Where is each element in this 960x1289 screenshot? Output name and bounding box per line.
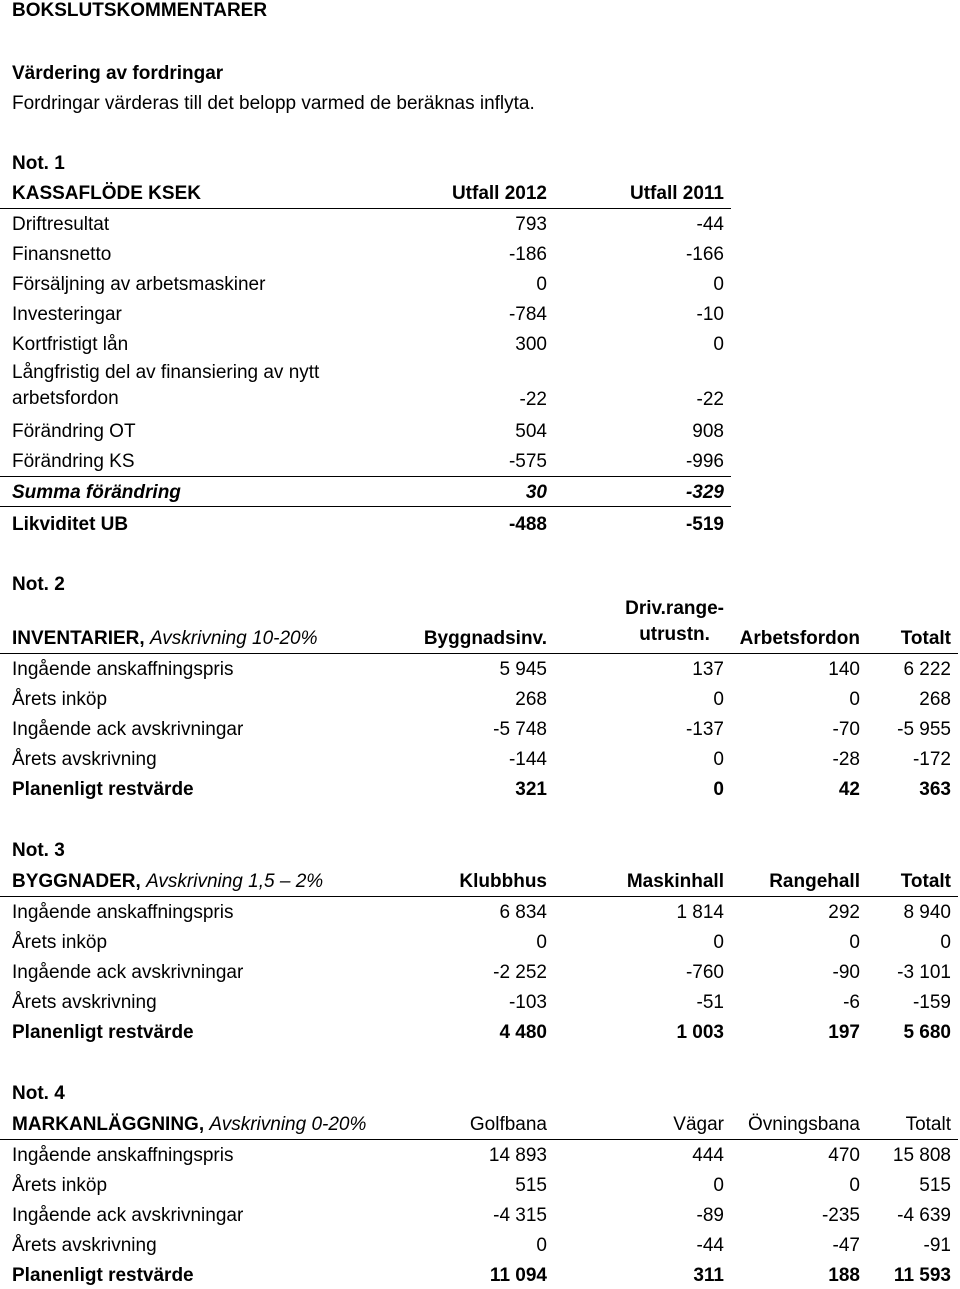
cell-value: -103 — [508, 992, 547, 1013]
note3-title: BYGGNADER, — [12, 871, 141, 892]
note1-table-title: KASSAFLÖDE KSEK — [12, 183, 201, 204]
cell-value: 292 — [828, 902, 860, 923]
note2-header-row — [0, 622, 960, 652]
cell-value: 0 — [940, 932, 951, 953]
row-label: Årets inköp — [12, 932, 108, 953]
table-row — [0, 328, 960, 358]
summa-label: Summa förändring — [12, 482, 181, 503]
note3-col3-header: Rangehall — [769, 871, 860, 892]
note3-subtitle: Avskrivning 1,5 – 2% — [146, 871, 324, 892]
note4-col1-header: Golfbana — [469, 1114, 547, 1135]
note2-table-title — [12, 628, 318, 650]
note4-label: Not. 4 — [12, 1083, 65, 1104]
cell-value: 0 — [536, 274, 547, 295]
row-label: Årets inköp — [12, 689, 108, 710]
note2-subtitle: Avskrivning 10-20% — [149, 628, 318, 649]
table-row — [0, 926, 960, 956]
note1-col1-header: Utfall 2012 — [451, 183, 547, 204]
cell-value: 0 — [536, 932, 547, 953]
cell-value: 268 — [919, 689, 951, 710]
cell-value: -44 — [696, 214, 724, 235]
cell-value: 0 — [713, 274, 724, 295]
cell-value: 0 — [536, 1235, 547, 1256]
cell-value: 11 094 — [489, 1265, 547, 1286]
table-row — [0, 683, 960, 713]
cell-value: 0 — [713, 932, 724, 953]
cell-value: -89 — [696, 1205, 724, 1226]
cell-value: -10 — [696, 304, 724, 325]
valuation-text: Fordringar värderas till det belopp varmed de beräknas inflyta. — [12, 93, 535, 114]
summa-row — [0, 476, 960, 506]
cell-value: 15 808 — [892, 1145, 951, 1166]
row-label: Planenligt restvärde — [12, 779, 194, 800]
cell-value: 0 — [713, 334, 724, 355]
cell-value: 6 222 — [903, 659, 951, 680]
cell-value: 5 680 — [903, 1022, 951, 1043]
cell-value: 188 — [828, 1265, 860, 1286]
cell-value: -5 748 — [493, 719, 547, 740]
cell-value: -4 315 — [493, 1205, 547, 1226]
note3-header-row — [0, 865, 960, 895]
note4-col3-header: Övningsbana — [748, 1114, 860, 1135]
cell-value: 470 — [828, 1145, 860, 1166]
cell-value: 197 — [828, 1022, 860, 1043]
cell-value: 0 — [713, 779, 724, 800]
note3-label: Not. 3 — [12, 840, 65, 861]
cell-value: -137 — [685, 719, 724, 740]
table-row — [0, 445, 960, 475]
row-label: Årets inköp — [12, 1175, 108, 1196]
row-label: Ingående ack avskrivningar — [12, 1205, 244, 1226]
cell-value: 42 — [838, 779, 860, 800]
cell-value: 444 — [692, 1145, 724, 1166]
cell-value: 4 480 — [499, 1022, 547, 1043]
cell-value: -3 101 — [897, 962, 951, 983]
likviditet-row — [0, 508, 960, 538]
cell-value: 0 — [713, 1175, 724, 1196]
cell-value: 8 940 — [903, 902, 951, 923]
table-row — [0, 268, 960, 298]
cell-value: -4 639 — [897, 1205, 951, 1226]
valuation-title: Värdering av fordringar — [12, 63, 224, 84]
cell-value: 515 — [515, 1175, 547, 1196]
note3-col1-header: Klubbhus — [459, 871, 547, 892]
cell-value: 908 — [692, 421, 724, 442]
cell-value: 1 003 — [676, 1022, 724, 1043]
cell-value: -235 — [821, 1205, 860, 1226]
table-row — [0, 1169, 960, 1199]
row-label: Ingående ack avskrivningar — [12, 962, 244, 983]
likviditet-label: Likviditet UB — [12, 514, 129, 535]
cell-value: -760 — [685, 962, 724, 983]
table-row-total — [0, 1259, 960, 1289]
row-label-line1: Långfristig del av finansiering av nytt — [12, 362, 320, 383]
cell-value: -51 — [696, 992, 724, 1013]
cell-value: 11 593 — [893, 1265, 951, 1286]
note2-col4-header: Totalt — [900, 628, 951, 649]
likviditet-value-2011: -519 — [685, 514, 724, 535]
note1-summa-rule-bottom — [0, 506, 731, 507]
summa-value-2011: -329 — [685, 482, 724, 503]
row-label: Kortfristigt lån — [12, 334, 129, 355]
cell-value: -575 — [508, 451, 547, 472]
row-label: Försäljning av arbetsmaskiner — [12, 274, 266, 295]
cell-value: 504 — [515, 421, 547, 442]
table-row — [0, 653, 960, 683]
cell-value: -22 — [519, 389, 547, 410]
col2-header-line2: utrustn. — [639, 624, 710, 645]
row-label: Ingående anskaffningspris — [12, 659, 234, 680]
table-row — [0, 986, 960, 1016]
cell-value: -2 252 — [493, 962, 547, 983]
cell-value: 311 — [693, 1265, 724, 1286]
table-row — [0, 956, 960, 986]
note4-table-title — [12, 1114, 366, 1136]
cell-value: 6 834 — [499, 902, 547, 923]
note1-header-row — [0, 177, 960, 207]
table-row — [0, 238, 960, 268]
cell-value: 0 — [713, 689, 724, 710]
table-row — [0, 415, 960, 445]
cell-value: -5 955 — [897, 719, 951, 740]
note2-title: INVENTARIER, — [12, 628, 145, 649]
cell-value: -47 — [832, 1235, 860, 1256]
row-label-line2: arbetsfordon — [12, 388, 119, 409]
cell-value: -70 — [832, 719, 860, 740]
row-label-wrapped — [12, 360, 319, 412]
note1-col2-header: Utfall 2011 — [630, 183, 724, 204]
table-row — [0, 1199, 960, 1229]
cell-value: -44 — [696, 1235, 724, 1256]
table-row — [0, 743, 960, 773]
cell-value: 793 — [515, 214, 547, 235]
row-label: Investeringar — [12, 304, 122, 325]
note2-col3-header: Arbetsfordon — [739, 628, 860, 649]
row-label: Ingående ack avskrivningar — [12, 719, 244, 740]
table-row — [0, 1139, 960, 1169]
table-row — [0, 713, 960, 743]
note4-col4-header: Totalt — [905, 1114, 951, 1135]
note2-col1-header: Byggnadsinv. — [423, 628, 547, 649]
row-label: Ingående anskaffningspris — [12, 1145, 234, 1166]
cell-value: 0 — [849, 689, 860, 710]
cell-value: 137 — [692, 659, 724, 680]
page-heading: BOKSLUTSKOMMENTARER — [12, 0, 268, 21]
cell-value: -91 — [923, 1235, 951, 1256]
cell-value: 0 — [849, 1175, 860, 1196]
cell-value: -159 — [912, 992, 951, 1013]
cell-value: -90 — [832, 962, 860, 983]
cell-value: -784 — [508, 304, 547, 325]
row-label: Driftresultat — [12, 214, 110, 235]
table-row — [0, 208, 960, 238]
cell-value: 0 — [849, 932, 860, 953]
cell-value: -166 — [685, 244, 724, 265]
cell-value: 300 — [515, 334, 547, 355]
row-label: Finansnetto — [12, 244, 112, 265]
note4-title: MARKANLÄGGNING, — [12, 1114, 205, 1135]
note3-table-title — [12, 871, 323, 893]
note4-col2-header: Vägar — [673, 1114, 724, 1135]
cell-value: 515 — [919, 1175, 951, 1196]
row-label: Förändring KS — [12, 451, 135, 472]
cell-value: -186 — [508, 244, 547, 265]
table-row — [0, 360, 960, 414]
table-row-total — [0, 773, 960, 803]
note4-header-row — [0, 1108, 960, 1138]
cell-value: -6 — [843, 992, 860, 1013]
cell-value: -22 — [696, 389, 724, 410]
cell-value: -144 — [508, 749, 547, 770]
table-row-total — [0, 1016, 960, 1046]
cell-value: 363 — [919, 779, 951, 800]
cell-value: 1 814 — [676, 902, 724, 923]
row-label: Årets avskrivning — [12, 749, 157, 770]
cell-value: 5 945 — [499, 659, 547, 680]
note2-label: Not. 2 — [12, 574, 65, 595]
row-label: Förändring OT — [12, 421, 136, 442]
note3-col2-header: Maskinhall — [626, 871, 724, 892]
table-row — [0, 1229, 960, 1259]
cell-value: 0 — [713, 749, 724, 770]
likviditet-value-2012: -488 — [508, 514, 547, 535]
cell-value: -996 — [685, 451, 724, 472]
cell-value: 14 893 — [488, 1145, 547, 1166]
note1-label: Not. 1 — [12, 153, 65, 174]
row-label: Ingående anskaffningspris — [12, 902, 234, 923]
table-row — [0, 896, 960, 926]
row-label: Årets avskrivning — [12, 992, 157, 1013]
cell-value: 321 — [515, 779, 547, 800]
row-label: Årets avskrivning — [12, 1235, 157, 1256]
cell-value: 140 — [828, 659, 860, 680]
row-label: Planenligt restvärde — [12, 1265, 194, 1286]
table-row — [0, 298, 960, 328]
row-label: Planenligt restvärde — [12, 1022, 194, 1043]
note4-subtitle: Avskrivning 0-20% — [209, 1114, 367, 1135]
note3-col4-header: Totalt — [900, 871, 951, 892]
cell-value: -28 — [832, 749, 860, 770]
cell-value: 268 — [515, 689, 547, 710]
col2-header-line1: Driv.range- — [625, 598, 724, 619]
cell-value: -172 — [912, 749, 951, 770]
summa-value-2012: 30 — [525, 482, 547, 503]
